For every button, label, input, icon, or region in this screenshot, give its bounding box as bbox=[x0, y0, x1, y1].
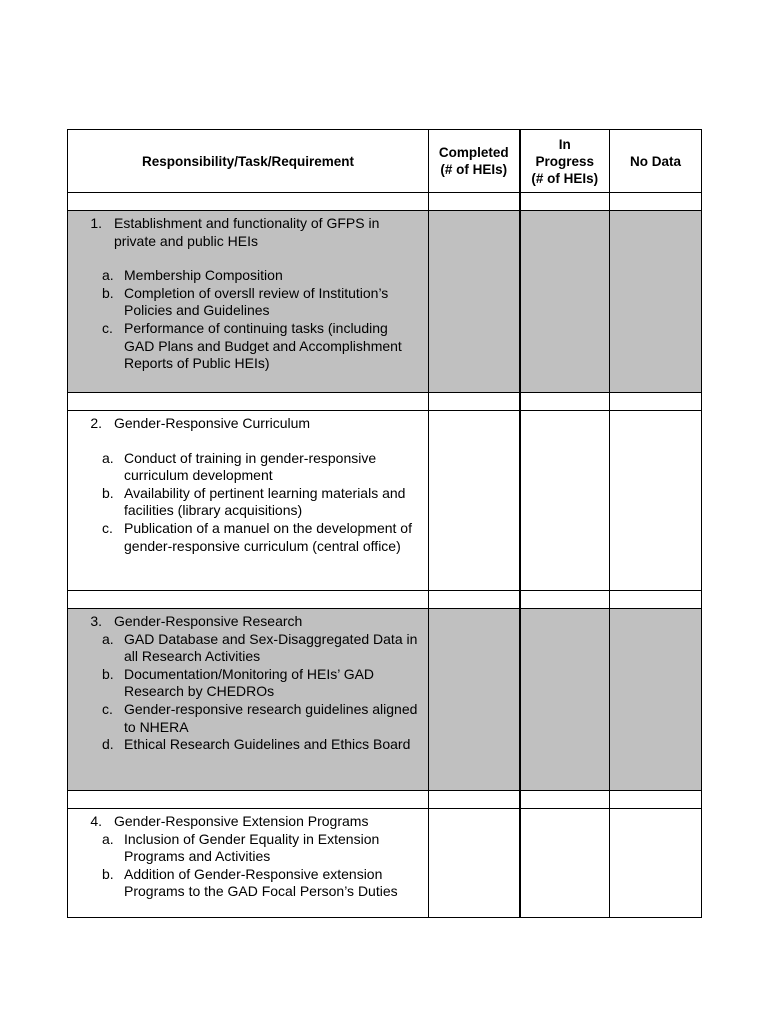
header-task: Responsibility/Task/Requirement bbox=[68, 130, 429, 193]
section-row bbox=[68, 609, 702, 791]
spacer-row bbox=[68, 591, 702, 609]
subitem-text: Conduct of training in gender-responsive curriculum development bbox=[124, 449, 377, 484]
section-title bbox=[80, 613, 422, 631]
subitem bbox=[80, 666, 422, 701]
section-title bbox=[80, 415, 422, 433]
task-cell bbox=[68, 211, 429, 393]
completed-cell bbox=[429, 809, 520, 918]
section-row bbox=[68, 211, 702, 393]
task-cell bbox=[68, 411, 429, 591]
subitem bbox=[80, 701, 422, 736]
subitem bbox=[80, 267, 422, 285]
subitem-letter: b. bbox=[102, 284, 114, 301]
no-data-cell bbox=[610, 809, 702, 918]
completed-cell bbox=[429, 211, 520, 393]
section-title-text: Gender-Responsive Curriculum bbox=[114, 415, 311, 431]
subitem bbox=[80, 631, 422, 666]
subitem bbox=[80, 831, 422, 866]
subitem-list bbox=[80, 267, 422, 373]
header-row bbox=[68, 130, 702, 193]
section-row bbox=[68, 809, 702, 918]
no-data-cell bbox=[610, 609, 702, 791]
section-title bbox=[80, 215, 422, 250]
section-row bbox=[68, 411, 702, 591]
in-progress-cell bbox=[520, 609, 610, 791]
subitem bbox=[80, 520, 422, 555]
subitem-letter: a. bbox=[102, 267, 114, 284]
subitem-text: Performance of continuing tasks (including GAD Plans and Budget and Accomplishment Reports of Public HEIs) bbox=[124, 319, 402, 372]
section-number: 1. bbox=[90, 215, 102, 231]
section-title-text: Gender-Responsive Research bbox=[114, 613, 303, 629]
subitem-letter: c. bbox=[102, 519, 113, 536]
subitem-text: GAD Database and Sex-Disaggregated Data in all Research Activities bbox=[124, 630, 418, 665]
section-number: 2. bbox=[90, 415, 102, 431]
subitem bbox=[80, 320, 422, 373]
subitem-letter: a. bbox=[102, 630, 114, 647]
subitem-text: Gender-responsive research guidelines aligned to NHERA bbox=[124, 700, 418, 735]
subitem bbox=[80, 285, 422, 320]
no-data-cell bbox=[610, 411, 702, 591]
in-progress-cell bbox=[520, 211, 610, 393]
subitem-letter: c. bbox=[102, 319, 113, 336]
subitem-letter: b. bbox=[102, 484, 114, 501]
subitem-text: Membership Composition bbox=[124, 267, 283, 284]
section-number: 4. bbox=[90, 813, 102, 829]
in-progress-cell bbox=[520, 809, 610, 918]
spacer-row bbox=[68, 791, 702, 809]
subitem bbox=[80, 485, 422, 520]
no-data-cell bbox=[610, 211, 702, 393]
subitem-text: Documentation/Monitoring of HEIs’ GAD Research by CHEDROs bbox=[124, 665, 375, 700]
subitem-text: Ethical Research Guidelines and Ethics Board bbox=[124, 736, 411, 753]
section-title-text: Gender-Responsive Extension Programs bbox=[114, 813, 369, 829]
subitem-letter: b. bbox=[102, 865, 114, 882]
section-title bbox=[80, 813, 422, 831]
completed-cell bbox=[429, 609, 520, 791]
subitem-letter: a. bbox=[102, 830, 114, 847]
subitem-letter: a. bbox=[102, 449, 114, 466]
section-title-text: Establishment and functionality of GFPS in private and public HEIs bbox=[114, 215, 380, 249]
task-cell bbox=[68, 809, 429, 918]
header-in-progress: In Progress (# of HEIs) bbox=[520, 130, 610, 193]
subitem-text: Inclusion of Gender Equality in Extension Programs and Activities bbox=[124, 830, 380, 865]
subitem-text: Completion of oversll review of Institution’s Policies and Guidelines bbox=[124, 284, 389, 319]
header-no-data: No Data bbox=[610, 130, 702, 193]
subitem-letter: d. bbox=[102, 736, 114, 753]
spacer-row bbox=[68, 393, 702, 411]
header-completed: Completed (# of HEIs) bbox=[429, 130, 520, 193]
subitem-list bbox=[80, 631, 422, 754]
subitem bbox=[80, 736, 422, 754]
section-number: 3. bbox=[90, 613, 102, 629]
requirements-table bbox=[67, 129, 702, 918]
subitem-list bbox=[80, 450, 422, 556]
subitem-text: Availability of pertinent learning materials and facilities (library acquisitions) bbox=[124, 484, 406, 519]
spacer-row bbox=[68, 193, 702, 211]
subitem bbox=[80, 866, 422, 901]
subitem-text: Publication of a manuel on the development of gender-responsive curriculum (central office) bbox=[124, 519, 412, 554]
in-progress-cell bbox=[520, 411, 610, 591]
subitem-letter: c. bbox=[102, 700, 113, 717]
table-body bbox=[68, 193, 702, 918]
subitem-text: Addition of Gender-Responsive extension Programs to the GAD Focal Person’s Duties bbox=[124, 865, 398, 900]
subitem bbox=[80, 450, 422, 485]
subitem-letter: b. bbox=[102, 665, 114, 682]
subitem-list bbox=[80, 831, 422, 901]
task-cell bbox=[68, 609, 429, 791]
completed-cell bbox=[429, 411, 520, 591]
